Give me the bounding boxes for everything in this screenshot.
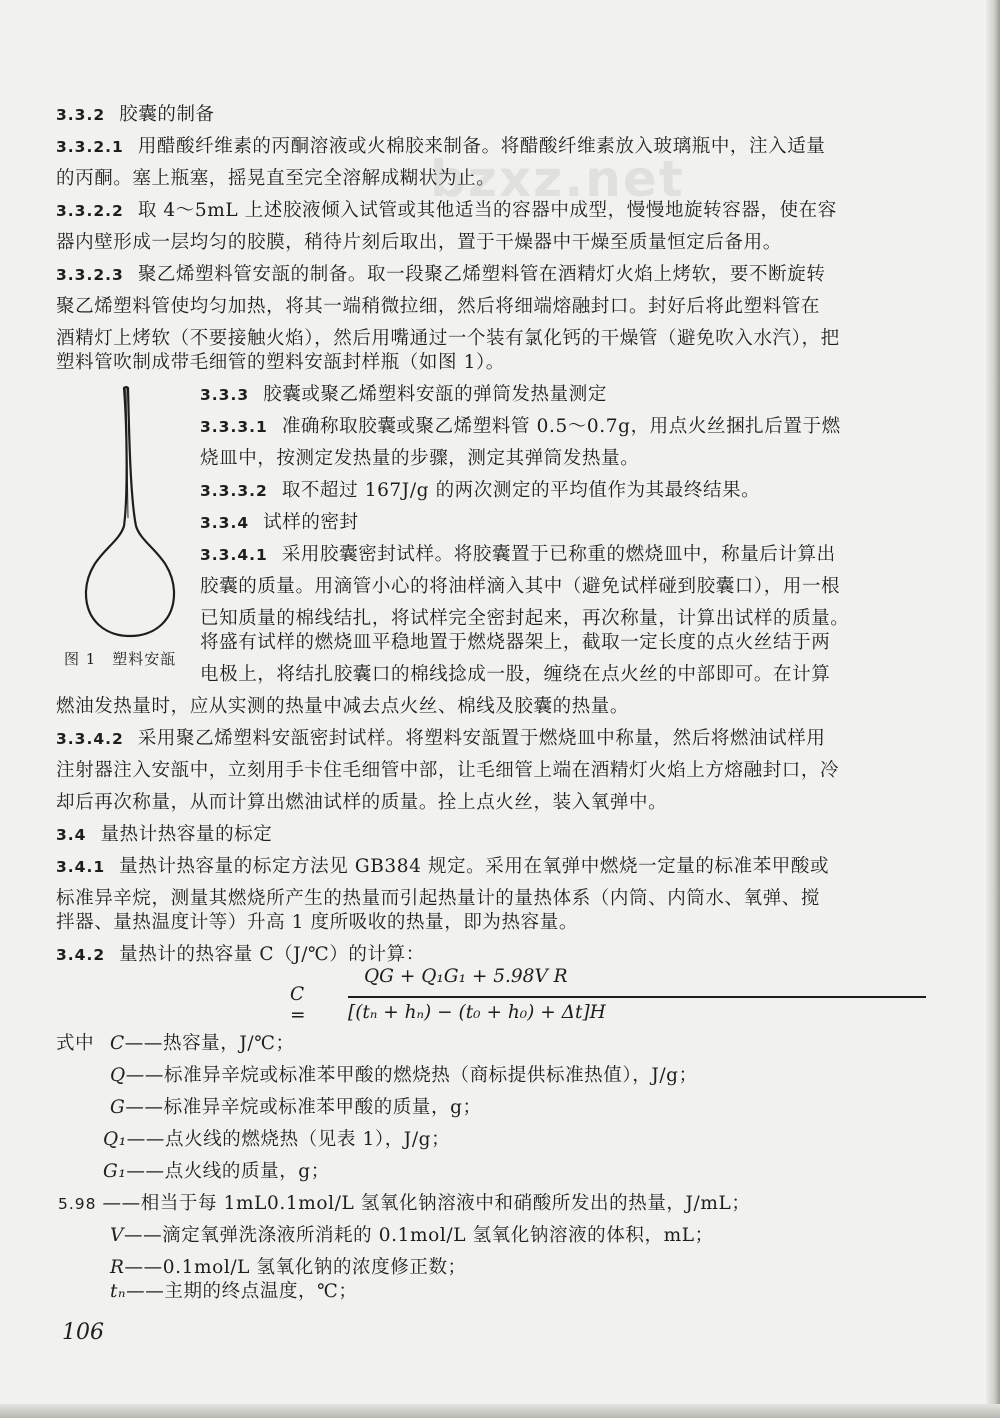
fraction-bar [348,996,926,998]
section-heading: 3.3.3 胶囊或聚乙烯塑料安瓿的弹筒发热量测定 [200,384,607,405]
paragraph-line: 的丙酮。塞上瓶塞，摇晃直至完全溶解成糊状为止。 [56,168,496,189]
paragraph-line: 聚乙烯塑料管使均匀加热，将其一端稍微拉细，然后将细端熔融封口。封好后将此塑料管在 [56,296,821,317]
definition-item: C——热容量，J/℃； [110,1033,295,1054]
paragraph-line: 3.3.3.2 取不超过 167J/g 的两次测定的平均值作为其最终结果。 [200,480,761,501]
paragraph-line: 3.4.2 量热计的热容量 C（J/℃）的计算： [56,944,425,965]
definition-item: G——标准异辛烷或标准苯甲酸的质量，g； [110,1097,482,1118]
definition-item: 5.98 ——相当于每 1mL0.1mol/L 氢氧化钠溶液中和硝酸所发出的热量，J/mL； [58,1193,751,1214]
paragraph-line: 3.3.4.1 采用胶囊密封试样。将胶囊置于已称重的燃烧皿中，称量后计算出 [200,544,836,565]
definition-item: R——0.1mol/L 氢氧化钠的浓度修正数； [110,1257,467,1278]
section-heading: 3.4 量热计热容量的标定 [56,824,273,845]
paragraph-line: 3.4.1 量热计热容量的标定方法见 GB384 规定。采用在氧弹中燃烧一定量的标准苯甲酸或 [56,856,830,877]
paragraph-line: 电极上，将结扎胶囊口的棉线捻成一股，缠绕在点火丝的中部即可。在计算 [200,664,831,685]
paragraph-line: 标准异辛烷，测量其燃烧所产生的热量而引起热量计的量热体系（内筒、内筒水、氧弹、搅 [56,888,821,909]
paragraph-line: 3.3.3.1 准确称取胶囊或聚乙烯塑料管 0.5～0.7g，用点火丝捆扎后置于燃 [200,416,841,437]
formula-numerator: QG + Q₁G₁ + 5.98V R [364,966,568,987]
paragraph-line: 注射器注入安瓿中，立刻用手卡住毛细管中部，让毛细管上端在酒精灯火焰上方熔融封口，冷 [56,760,840,781]
paragraph-line: 3.3.2.2 取 4～5mL 上述胶液倾入试管或其他适当的容器中成型，慢慢地旋转容器，使在容 [56,200,837,221]
ampoule-outline [86,387,174,636]
definition-item: Q——标准异辛烷或标准苯甲酸的燃烧热（商标提供标准热值），J/g； [110,1065,698,1086]
page-number: 106 [62,1320,104,1345]
section-heading: 3.3.2 胶囊的制备 [56,104,215,125]
section-heading: 3.3.4 试样的密封 [200,512,359,533]
formula-lhs: C = [290,984,306,1026]
paragraph-line: 3.3.2.1 用醋酸纤维素的丙酮溶液或火棉胶来制备。将醋酸纤维素放入玻璃瓶中，注入适量 [56,136,826,157]
paragraph-line: 拌器、量热温度计等）升高 1 度所吸收的热量，即为热容量。 [56,912,578,933]
paragraph-line: 将盛有试样的燃烧皿平稳地置于燃烧器架上，截取一定长度的点火丝结于两 [200,632,831,653]
where-label: 式中 [56,1033,95,1054]
definition-item: G₁——点火线的质量，g； [103,1161,330,1182]
paragraph-line: 3.3.4.2 采用聚乙烯塑料安瓿密封试样。将塑料安瓿置于燃烧皿中称量，然后将燃油试样用 [56,728,826,749]
ampoule-figure [80,386,180,642]
page-edge-shadow [986,0,1000,1418]
paragraph-line: 已知质量的棉线结扎，将试样完全密封起来，再次称量，计算出试样的质量。 [200,608,850,629]
paragraph-line: 燃油发热量时，应从实测的热量中减去点火丝、棉线及胶囊的热量。 [56,696,630,717]
paragraph-line: 却后再次称量，从而计算出燃油试样的质量。拴上点火丝，装入氧弹中。 [56,792,668,813]
definition-item: V——滴定氧弹洗涤液所消耗的 0.1mol/L 氢氧化钠溶液的体积，mL； [110,1225,714,1246]
paragraph-line: 烧皿中，按测定发热量的步骤，测定其弹筒发热量。 [200,448,640,469]
paragraph-line: 胶囊的质量。用滴管小心的将油样滴入其中（避免试样碰到胶囊口），用一根 [200,576,841,597]
definition-item: Q₁——点火线的燃烧热（见表 1），J/g； [103,1129,451,1150]
paragraph-line: 器内壁形成一层均匀的胶膜，稍待片刻后取出，置于干燥器中干燥至质量恒定后备用。 [56,232,782,253]
paragraph-line: 3.3.2.3 聚乙烯塑料管安瓿的制备。取一段聚乙烯塑料管在酒精灯火焰上烤软，要不断旋转 [56,264,826,285]
paragraph-line: 酒精灯上烤软（不要接触火焰），然后用嘴通过一个装有氯化钙的干燥管（避免吹入水汽），把 [56,328,840,349]
figure-caption: 图 1 塑料安瓿 [64,650,177,668]
page-bottom-shadow [0,1404,1000,1418]
definition-item: tₙ——主期的终点温度，℃； [110,1281,358,1302]
watermark: bzxz.net [430,150,685,208]
formula-denominator: [(tₙ + hₙ) − (t₀ + h₀) + Δt]H [348,1002,606,1023]
paragraph-line: 塑料管吹制成带毛细管的塑料安瓿封样瓶（如图 1）。 [56,352,505,373]
